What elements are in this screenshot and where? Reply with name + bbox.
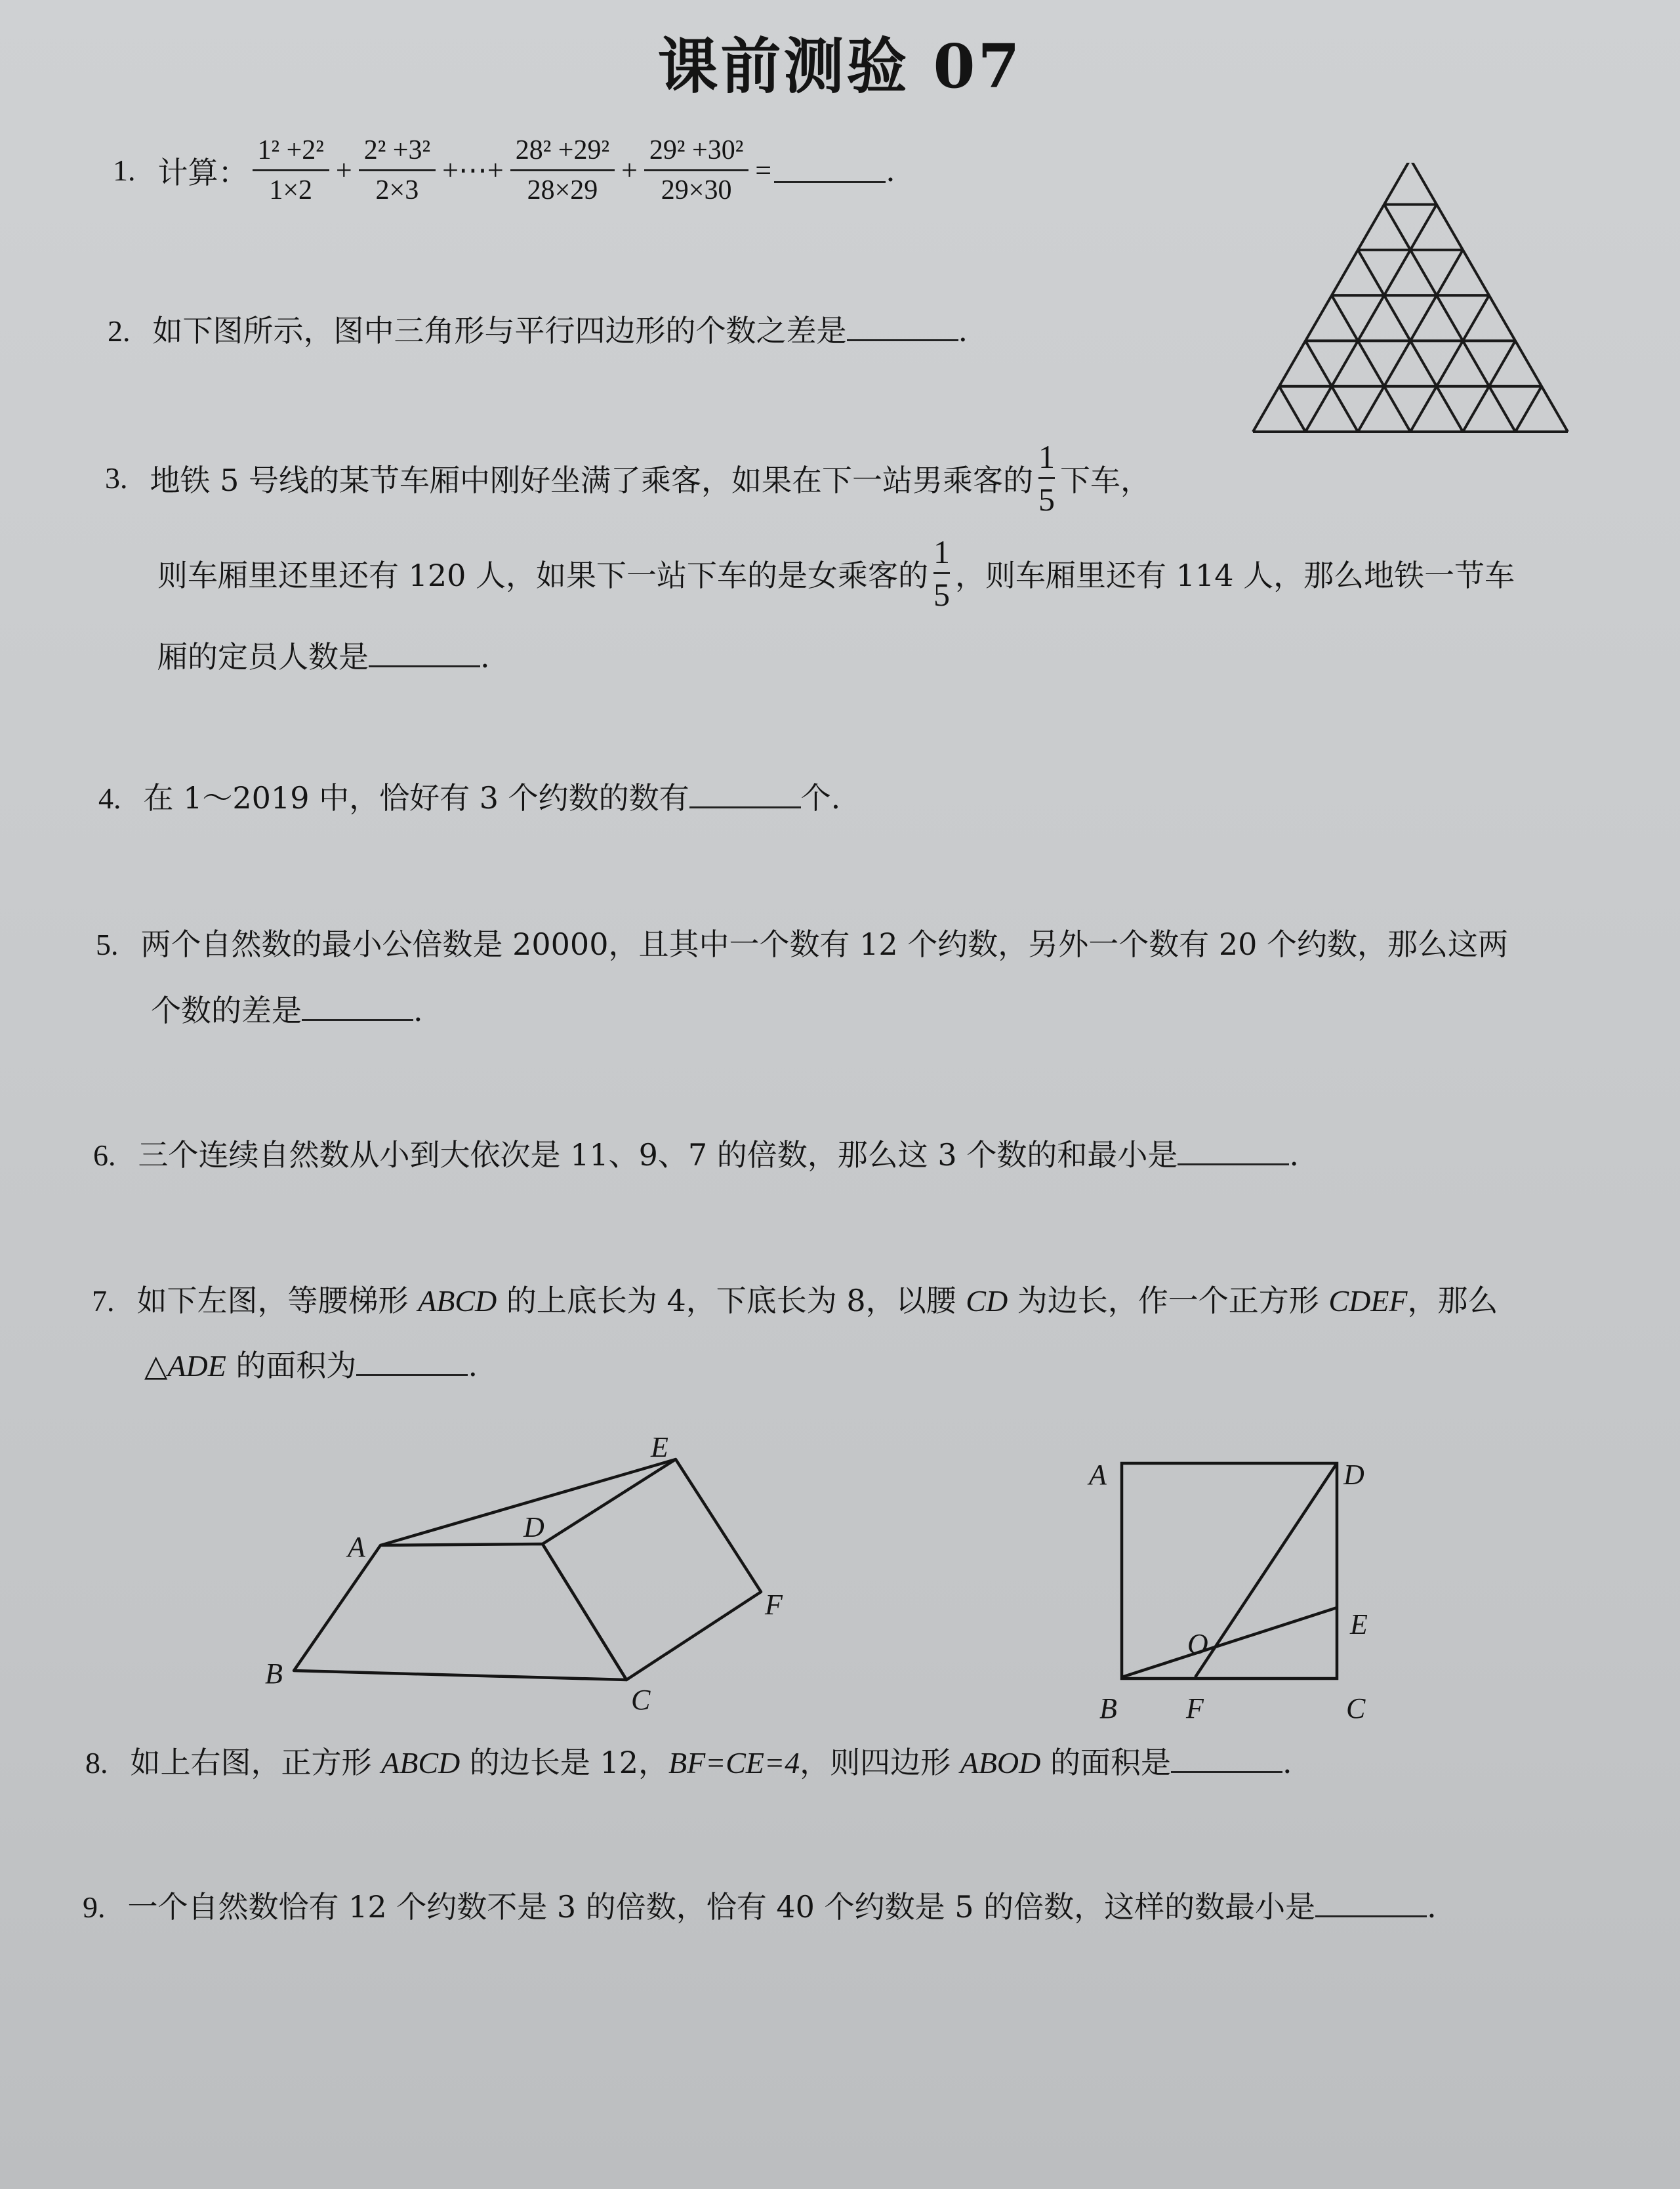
question-text: 一个自然数恰有 12 个约数不是 3 的倍数，恰有 40 个约数是 5 的倍数，这样的数最小是 xyxy=(127,1889,1316,1925)
answer-blank[interactable] xyxy=(774,157,886,183)
grid-line xyxy=(1305,205,1437,432)
answer-blank[interactable] xyxy=(1315,1892,1427,1917)
label-b: B xyxy=(1099,1692,1117,1724)
label-d: D xyxy=(1343,1459,1364,1491)
question-text: 则车厢里还里还有 120 人，如果下一站下车的是女乘客的 xyxy=(157,557,929,593)
question-number: 8. xyxy=(85,1746,108,1780)
square-abcd-figure xyxy=(1076,1444,1417,1732)
question-3-line-2 xyxy=(157,532,1515,615)
answer-blank[interactable] xyxy=(1178,1140,1289,1165)
label-a: A xyxy=(348,1531,365,1563)
segment-df xyxy=(1195,1463,1337,1677)
question-1: 1. 计算： $\frac{\text{1² +2²}}{1\times 2}$ + $\frac{\text{2² +3²}}{2\times 3}$ +⋯+ $\frac{\text{28² +29²}}{28\times 29}$ + $\frac{\text{29² +30²}}{29\times 30}$ = . xyxy=(113,131,895,209)
answer-blank[interactable] xyxy=(356,1350,468,1376)
grid-line xyxy=(1384,205,1515,432)
square-cdef xyxy=(543,1459,761,1680)
question-number: 4. xyxy=(98,782,121,815)
question-number: 7. xyxy=(92,1284,115,1318)
question-5-line-1 xyxy=(96,921,1508,964)
answer-blank[interactable] xyxy=(369,642,480,667)
question-text: 下车， xyxy=(1060,462,1151,498)
question-number: 9. xyxy=(83,1890,106,1924)
question-6: 6. 三个连续自然数从小到大依次是 11、9、7 的倍数，那么这 3 个数的和最小是 . xyxy=(93,1137,1299,1173)
label-d: D xyxy=(523,1511,544,1543)
question-text: 厢的定员人数是 xyxy=(157,639,369,675)
question-7-line-2: △ADE 的面积为 . xyxy=(144,1348,478,1383)
question-number: 5. xyxy=(96,928,119,961)
answer-blank[interactable] xyxy=(689,783,801,808)
question-text: ，则车厢里还有 114 人，那么地铁一节车 xyxy=(955,557,1515,593)
question-text: 在 1～2019 中，恰好有 3 个约数的数有 xyxy=(143,780,689,816)
answer-blank[interactable] xyxy=(847,316,958,341)
question-3-line-1 xyxy=(105,436,1151,520)
label-f: F xyxy=(765,1589,783,1621)
question-text: 三个连续自然数从小到大依次是 11、9、7 的倍数，那么这 3 个数的和最小是 xyxy=(138,1137,1178,1173)
label-o: O xyxy=(1187,1628,1208,1660)
label-c: C xyxy=(1346,1692,1366,1724)
trapezoid-square-figure xyxy=(249,1424,813,1732)
answer-blank[interactable] xyxy=(1171,1747,1282,1773)
question-4: 4. 在 1～2019 中，恰好有 3 个约数的数有 个. xyxy=(98,780,841,816)
question-text: 个数的差是 xyxy=(151,993,302,1028)
question-text: 如下图所示，图中三角形与平行四边形的个数之差是 xyxy=(152,313,847,348)
question-8: 8. 如上右图，正方形 ABCD 的边长是 12，BF=CE=4，则四边形 ABOD 的面积是 . xyxy=(85,1745,1292,1780)
question-text: 两个自然数的最小公倍数是 20000，且其中一个数有 12 个约数，另外一个数有 20 个约数，那么这两 xyxy=(140,927,1509,962)
question-2: 2. 如下图所示，图中三角形与平行四边形的个数之差是 . xyxy=(108,313,968,348)
square-abcd xyxy=(1122,1463,1337,1678)
fraction: $\frac{\text{29² +30²}}{29\times 30}$ xyxy=(644,131,748,209)
question-text: 地铁 5 号线的某节车厢中刚好坐满了乘客，如果在下一站男乘客的 xyxy=(150,462,1034,498)
question-9: 9. 一个自然数恰有 12 个约数不是 3 的倍数，恰有 40 个约数是 5 的倍数，这样的数最小是 . xyxy=(83,1889,1437,1925)
fraction: $\frac{\text{1² +2²}}{1\times 2}$ xyxy=(253,131,329,209)
fraction: $\frac{\text{28² +29²}}{28\times 29}$ xyxy=(510,131,615,209)
question-number: 2. xyxy=(108,314,131,348)
grid-line xyxy=(1515,386,1542,432)
question-number: 1. xyxy=(113,154,136,187)
label-e: E xyxy=(651,1431,668,1463)
label-b: B xyxy=(265,1657,283,1690)
label-a: A xyxy=(1089,1459,1107,1491)
segment-ae xyxy=(1122,1608,1337,1677)
question-7-line-1: 7. 如下左图，等腰梯形 ABCD 的上底长为 4，下底长为 8，以腰 CD 为边长，作一个正方形 CDEF，那么 xyxy=(92,1283,1498,1318)
question-3-line-3: 厢的定员人数是 . xyxy=(157,639,490,675)
trapezoid-abcd xyxy=(294,1544,626,1680)
fraction: $\frac{\text{2² +3²}}{2\times 3}$ xyxy=(359,131,436,209)
label-e: E xyxy=(1350,1608,1368,1640)
grid-line xyxy=(1279,386,1305,432)
question-5-line-2: 个数的差是 . xyxy=(151,993,423,1028)
triangle-grid-figure xyxy=(1246,163,1574,438)
question-number: 3. xyxy=(105,461,128,495)
label-f: F xyxy=(1186,1692,1204,1724)
fraction-one-fifth: 1 5 xyxy=(1038,436,1055,520)
label-c: C xyxy=(631,1684,651,1716)
page-title: 课前测验 07 xyxy=(657,31,1023,102)
answer-blank[interactable] xyxy=(302,995,413,1021)
fraction-one-fifth: 1 5 xyxy=(933,532,950,615)
question-number: 6. xyxy=(93,1138,116,1172)
question-label: 计算： xyxy=(157,154,249,190)
